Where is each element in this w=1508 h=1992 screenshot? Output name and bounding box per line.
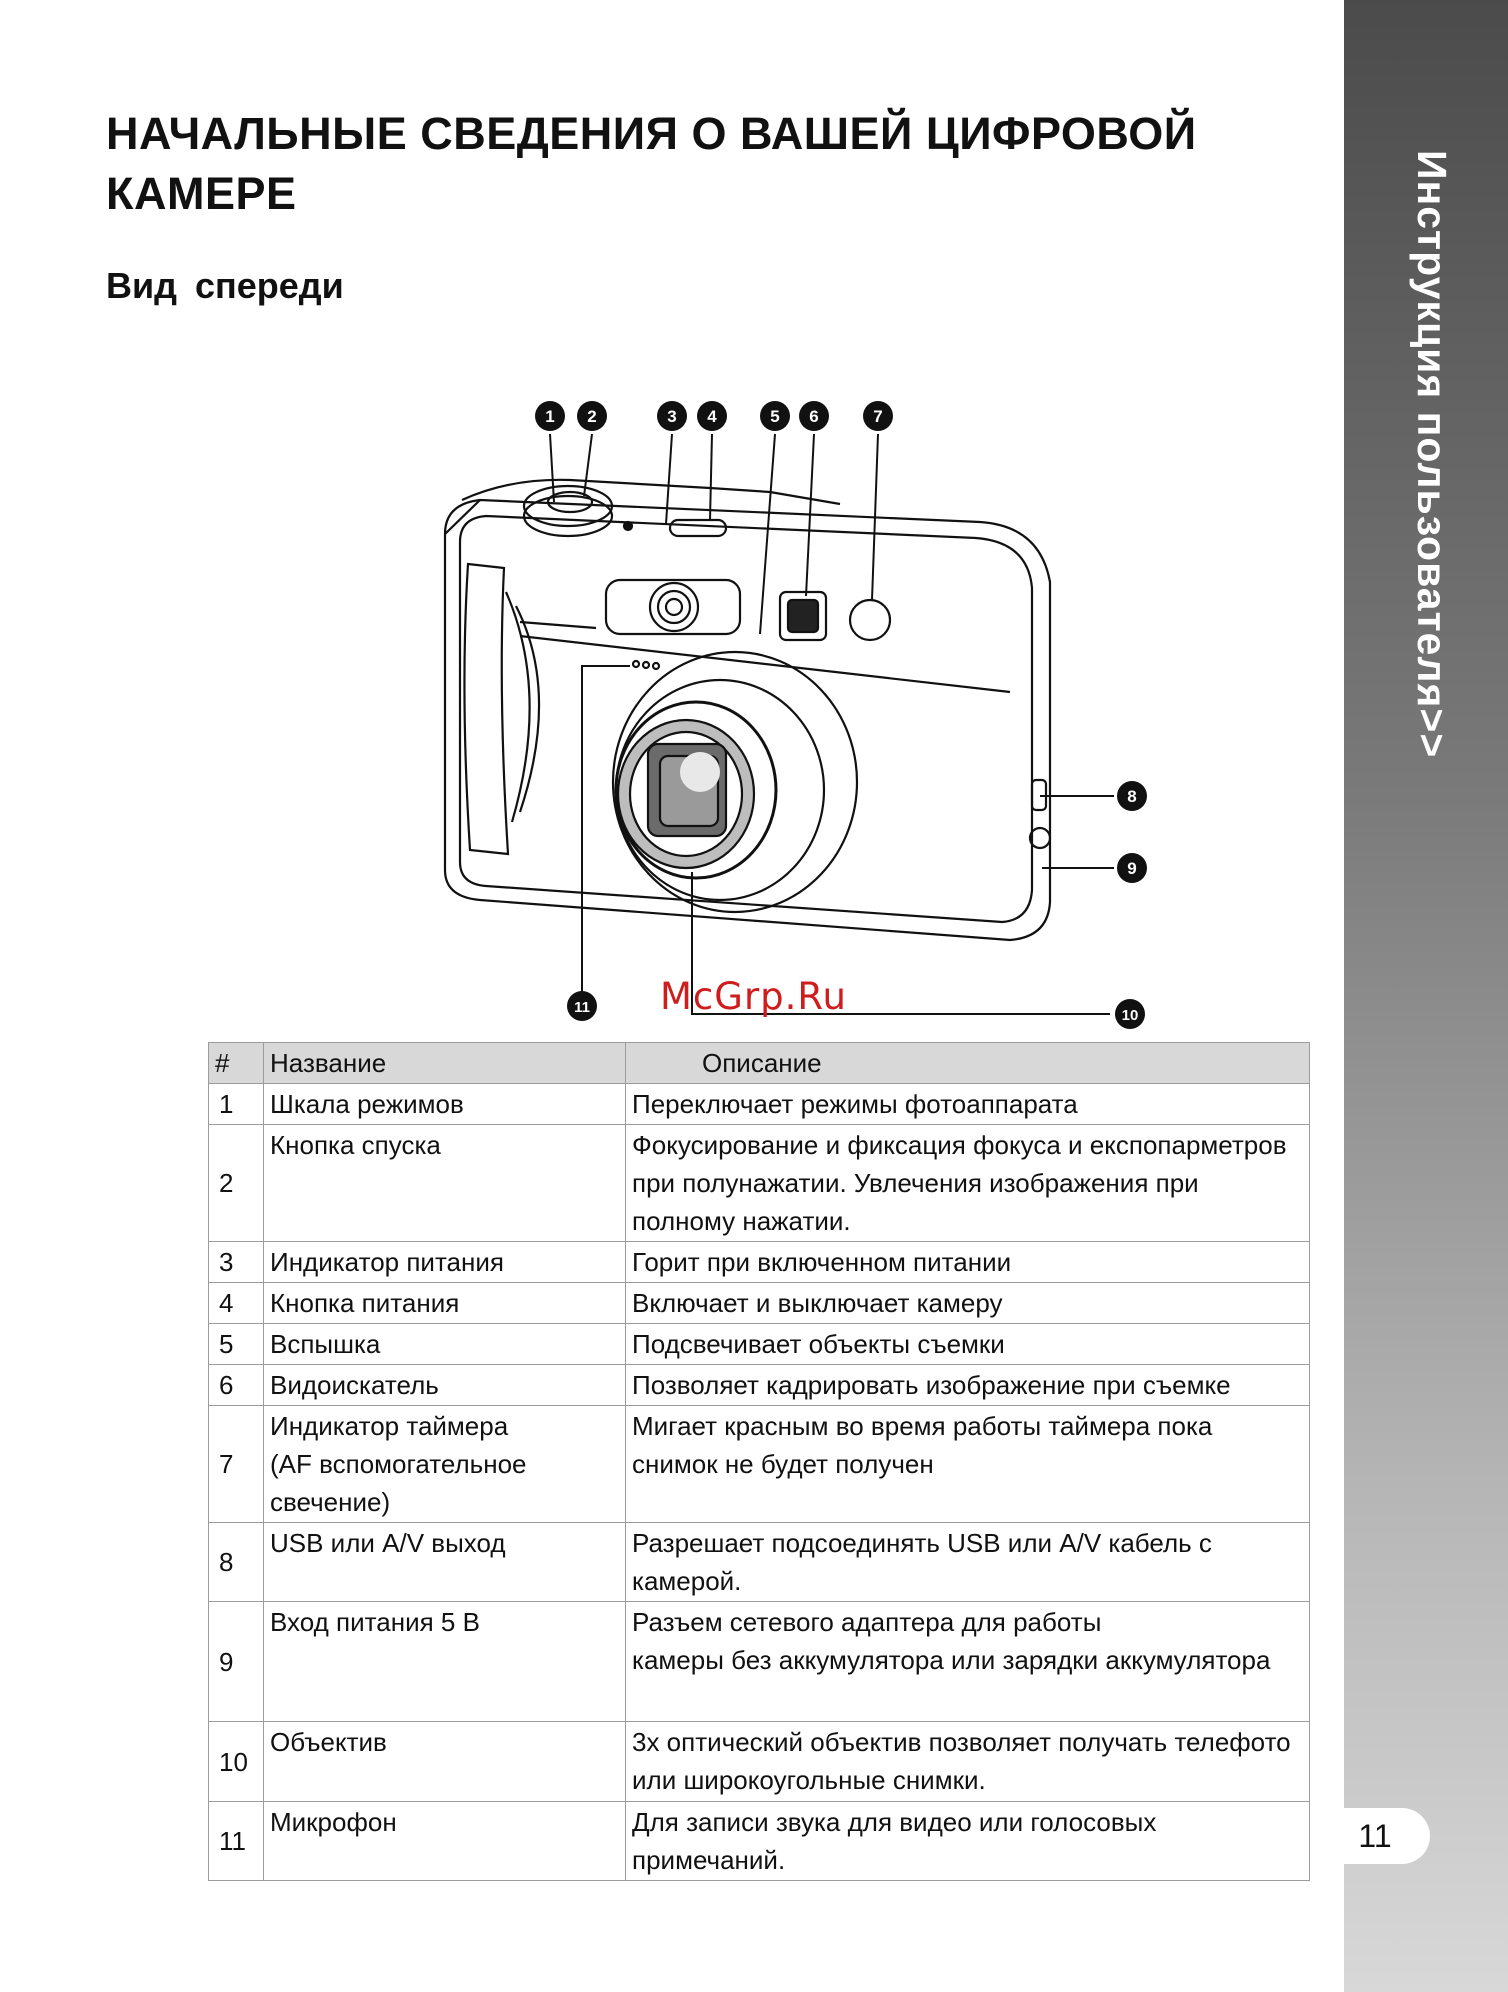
row-name: Кнопка питания [264,1283,626,1324]
row-description: Включает и выключает камеру [626,1283,1310,1324]
camera-body [445,480,1050,940]
svg-text:10: 10 [1121,1007,1139,1024]
parts-table [208,1042,1310,1881]
callout-8 [1117,781,1147,811]
row-number: 9 [209,1602,264,1722]
row-name: Индикатор питания [264,1242,626,1283]
row-description: Переключает режимы фотоаппарата [626,1084,1310,1125]
row-number: 5 [209,1324,264,1365]
row-name: Шкала режимов [264,1084,626,1125]
row-number: 1 [209,1084,264,1125]
row-description: Фокусирование и фиксация фокуса и експопарметров при полунажатии. Увлечения изображения при полному нажатии. [626,1125,1310,1242]
row-name: Видоискатель [264,1365,626,1406]
row-name: Кнопка спуска [264,1125,626,1242]
camera-front-diagram [420,392,1180,1042]
row-name: USB или A/V выход [264,1523,626,1602]
svg-text:5: 5 [770,407,780,426]
row-name: Индикатор таймера (AF вспомогательное свечение) [264,1406,626,1523]
side-tab-label: Инструкция пользователя>> [1409,150,1455,759]
camera-illustration [420,392,1180,1042]
callout-4 [697,401,727,431]
row-description: Разрешает подсоединять USB или A/V кабель с камерой. [626,1523,1310,1602]
callout-markers [535,401,1147,1029]
svg-text:1: 1 [545,407,555,426]
row-description: Позволяет кадрировать изображение при съемке [626,1365,1310,1406]
row-number: 11 [209,1802,264,1881]
section-title: Вид спереди [106,265,344,306]
row-description: Разъем сетевого адаптера для работы камеры без аккумулятора или зарядки аккумулятора [626,1602,1310,1722]
table-row [209,1084,1310,1125]
row-description: Горит при включенном питании [626,1242,1310,1283]
svg-text:4: 4 [707,407,717,426]
row-number: 10 [209,1722,264,1802]
table-row [209,1523,1310,1602]
row-name: Микрофон [264,1802,626,1881]
table-row [209,1406,1310,1523]
svg-text:3: 3 [667,407,677,426]
svg-text:11: 11 [574,999,590,1016]
callout-10 [1115,999,1145,1029]
svg-text:6: 6 [809,407,819,426]
table-row [209,1722,1310,1802]
callout-3 [657,401,687,431]
row-description: 3x оптический объектив позволяет получать телефото или широкоугольные снимки. [626,1722,1310,1802]
header-number: # [209,1043,264,1084]
table-row [209,1365,1310,1406]
svg-text:8: 8 [1127,787,1137,806]
table-header-row [209,1043,1310,1084]
table-row [209,1242,1310,1283]
svg-text:2: 2 [587,407,597,426]
callout-6 [799,401,829,431]
row-number: 2 [209,1125,264,1242]
row-name: Вход питания 5 В [264,1602,626,1722]
row-number: 4 [209,1283,264,1324]
callout-2 [577,401,607,431]
row-number: 6 [209,1365,264,1406]
callout-7 [863,401,893,431]
row-number: 8 [209,1523,264,1602]
page-title: НАЧАЛЬНЫЕ СВЕДЕНИЯ О ВАШЕЙ ЦИФРОВОЙ КАМЕРЕ [106,108,1197,219]
callout-5 [760,401,790,431]
watermark: McGrp.Ru [660,975,847,1018]
table-row [209,1602,1310,1722]
callout-1 [535,401,565,431]
row-description: Для записи звука для видео или голосовых примечаний. [626,1802,1310,1881]
callout-9 [1117,853,1147,883]
table-row [209,1283,1310,1324]
svg-text:7: 7 [873,407,883,426]
table-row [209,1324,1310,1365]
header-name: Название [264,1043,626,1084]
row-number: 7 [209,1406,264,1523]
row-description: Мигает красным во время работы таймера пока снимок не будет получен [626,1406,1310,1523]
row-description: Подсвечивает объекты съемки [626,1324,1310,1365]
callout-11 [567,991,597,1021]
header-description: Описание [626,1043,1310,1084]
row-name: Объектив [264,1722,626,1802]
row-name: Вспышка [264,1324,626,1365]
table-row [209,1125,1310,1242]
table-row [209,1802,1310,1881]
svg-text:9: 9 [1127,859,1137,878]
row-number: 3 [209,1242,264,1283]
page-number: 11 [1358,1818,1392,1854]
